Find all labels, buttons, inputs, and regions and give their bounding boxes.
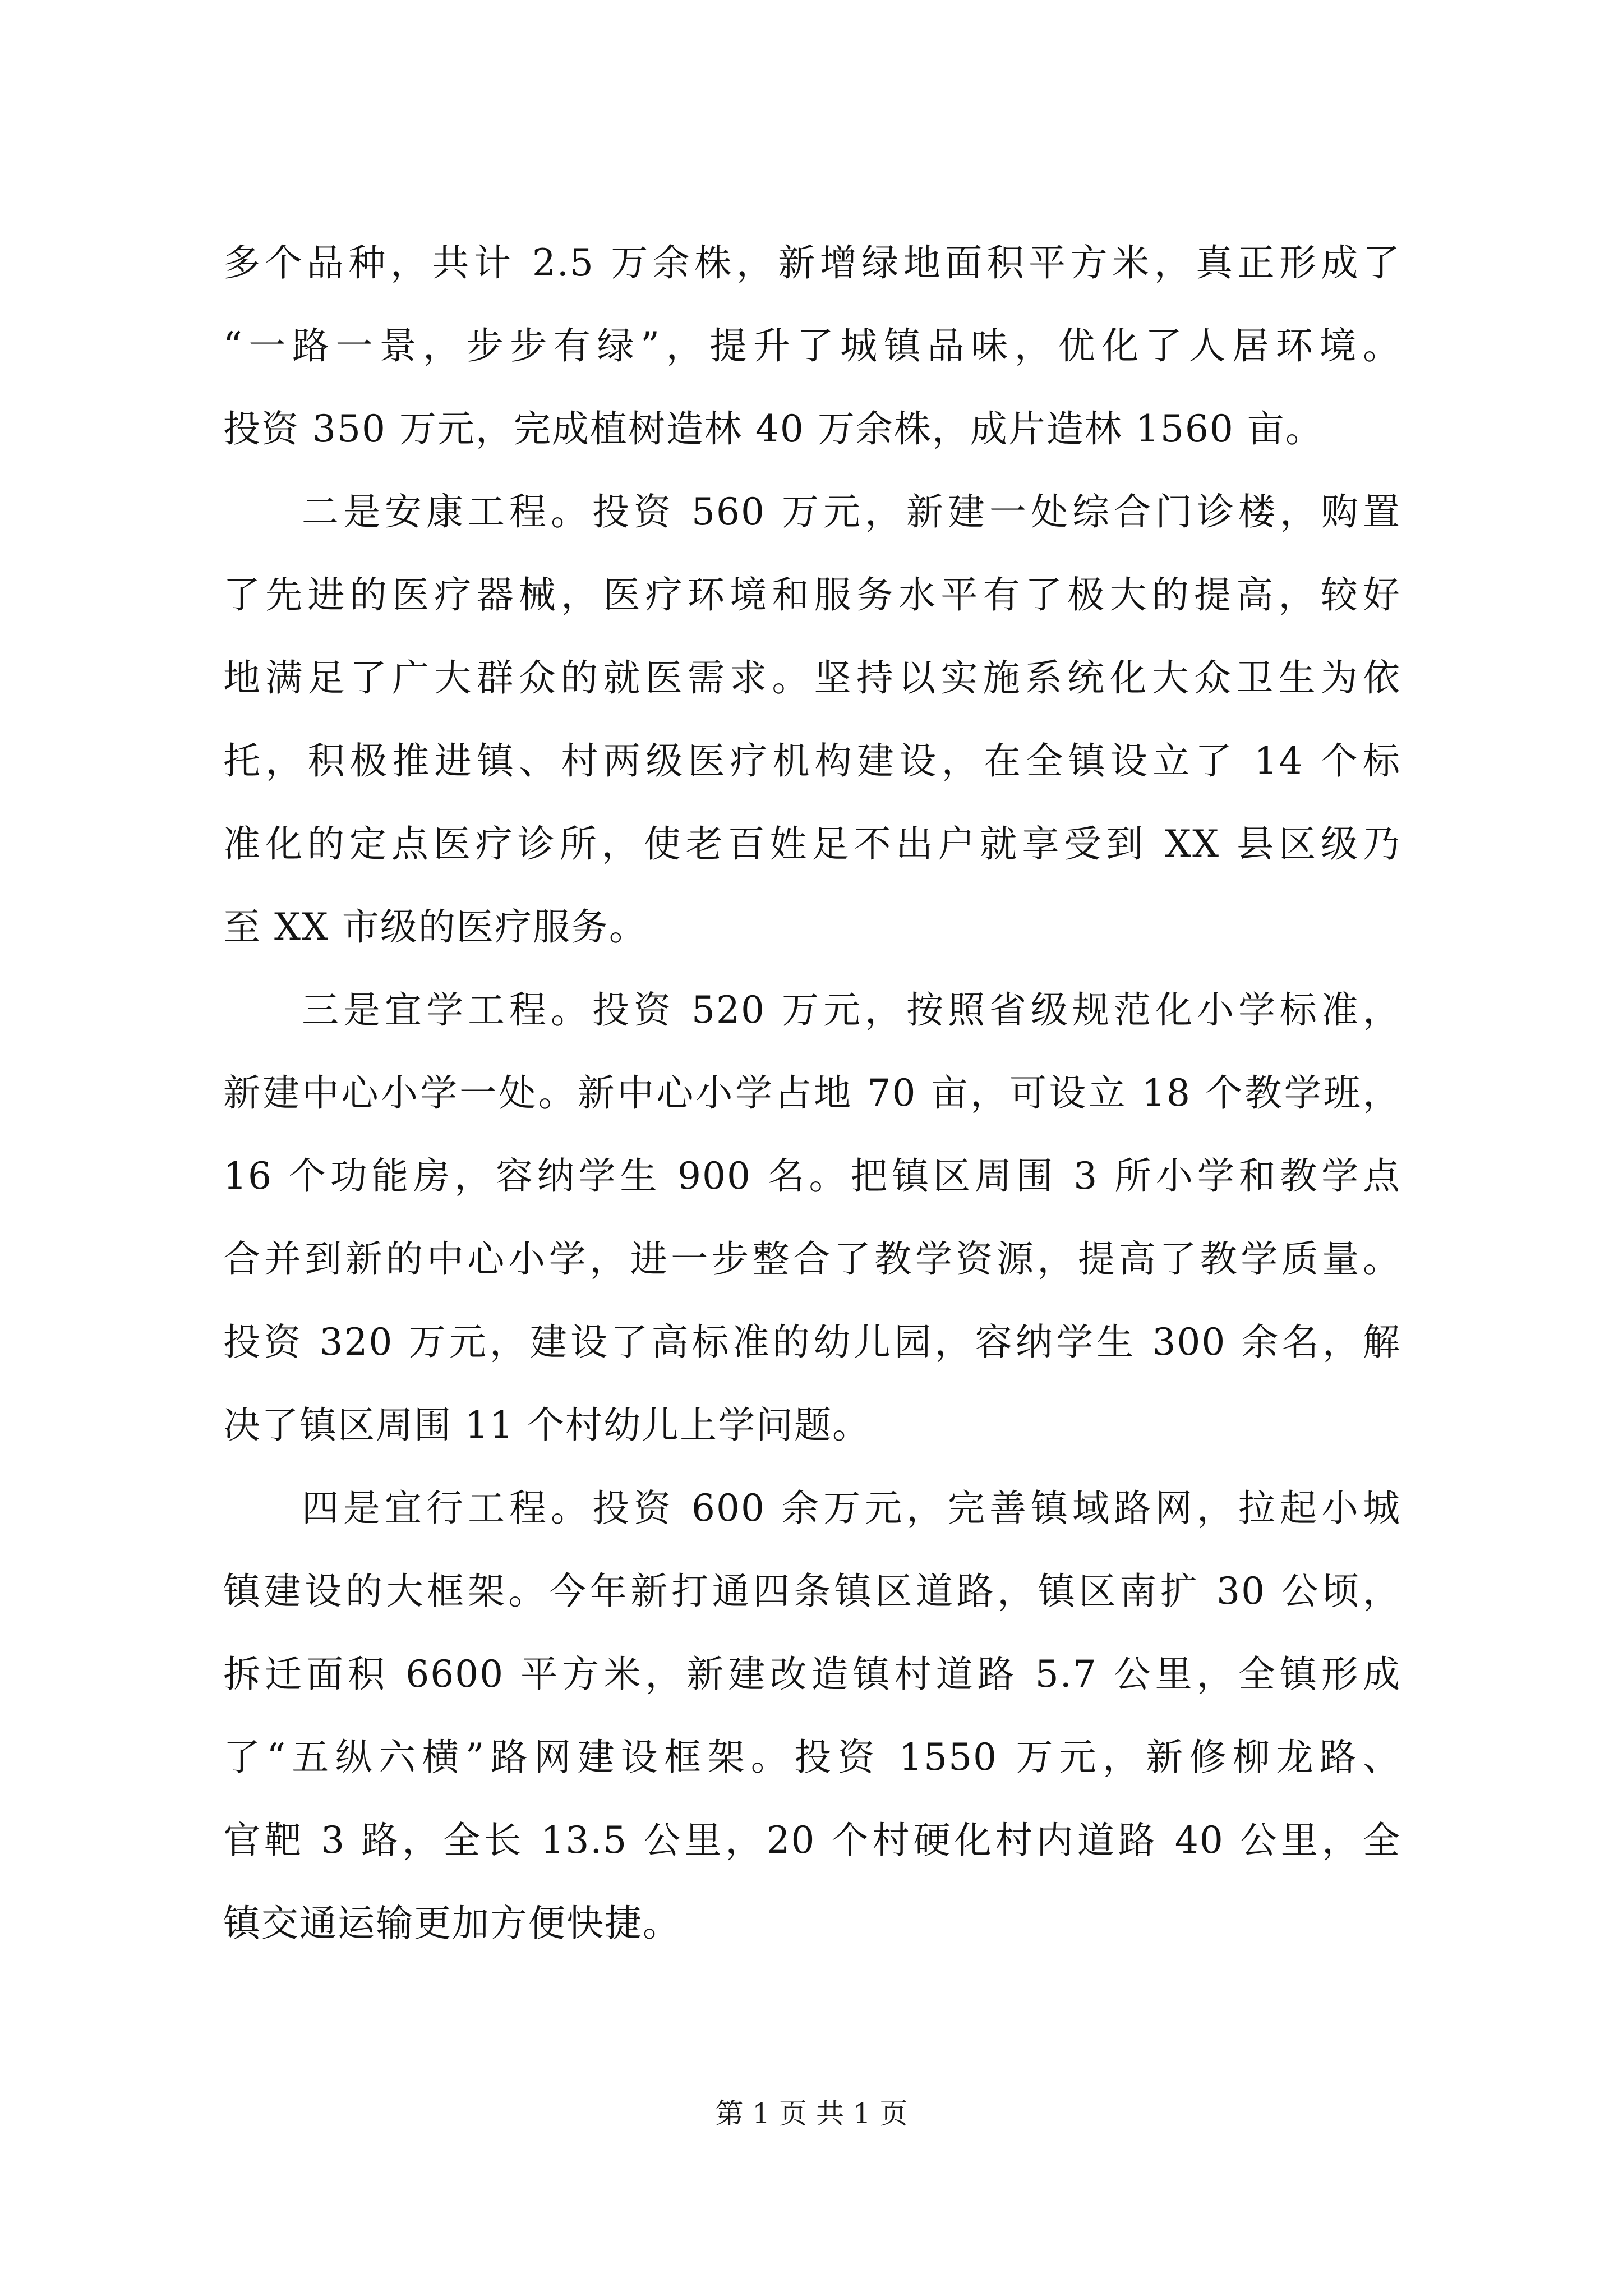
text-line: 多个品种，共计 2.5 万余株，新增绿地面积平方米，真正形成了 xyxy=(223,241,1401,284)
text-line: 16 个功能房，容纳学生 900 名。把镇区周围 3 所小学和教学点 xyxy=(223,1154,1401,1198)
text-line: 合并到新的中心小学，进一步整合了教学资源，提高了教学质量。 xyxy=(223,1237,1401,1281)
text-line: 拆迁面积 6600 平方米，新建改造镇村道路 5.7 公里，全镇形成 xyxy=(223,1653,1401,1696)
text-line: “一路一景，步步有绿”，提升了城镇品味，优化了人居环境。 xyxy=(223,324,1401,367)
paragraph-education-project xyxy=(223,969,1401,1467)
text-line: 了先进的医疗器械，医疗环境和服务水平有了极大的提高，较好 xyxy=(223,573,1401,616)
text-line: 官靶 3 路，全长 13.5 公里，20 个村硬化村内道路 40 公里，全 xyxy=(223,1819,1401,1862)
paragraph-ankang-project xyxy=(223,471,1401,969)
text-line: 准化的定点医疗诊所，使老百姓足不出户就享受到 XX 县区级乃 xyxy=(223,822,1401,866)
text-line: 地满足了广大群众的就医需求。坚持以实施系统化大众卫生为依 xyxy=(223,656,1401,700)
text-line: 决了镇区周围 11 个村幼儿上学问题。 xyxy=(223,1404,870,1447)
text-line: 新建中心小学一处。新中心小学占地 70 亩，可设立 18 个教学班， xyxy=(223,1071,1401,1115)
text-line: 托，积极推进镇、村两级医疗机构建设，在全镇设立了 14 个标 xyxy=(223,739,1401,783)
text-line: 了“五纵六横”路网建设框架。投资 1550 万元，新修柳龙路、 xyxy=(223,1736,1401,1779)
paragraph-greening xyxy=(223,222,1401,471)
text-line: 四是宜行工程。投资 600 余万元，完善镇域路网，拉起小城 xyxy=(302,1487,1401,1530)
text-line: 至 XX 市级的医疗服务。 xyxy=(223,905,647,949)
text-line: 镇建设的大框架。今年新打通四条镇区道路，镇区南扩 30 公顷， xyxy=(223,1570,1401,1613)
document-body xyxy=(223,222,1401,1965)
text-line: 投资 320 万元，建设了高标准的幼儿园，容纳学生 300 余名，解 xyxy=(223,1320,1401,1364)
text-line: 镇交通运输更加方便快捷。 xyxy=(223,1902,681,1945)
text-line: 二是安康工程。投资 560 万元，新建一处综合门诊楼，购置 xyxy=(302,490,1401,533)
page-footer xyxy=(0,2097,1623,2131)
text-line: 投资 350 万元，完成植树造林 40 万余株，成片造林 1560 亩。 xyxy=(223,407,1324,450)
paragraph-transport-project xyxy=(223,1467,1401,1965)
text-line: 三是宜学工程。投资 520 万元，按照省级规范化小学标准， xyxy=(302,988,1401,1032)
page-number-label: 第 1 页 共 1 页 xyxy=(715,2097,908,2130)
